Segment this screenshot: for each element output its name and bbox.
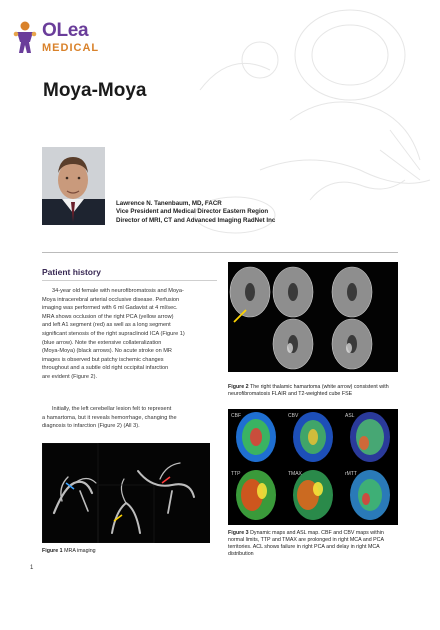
text-line: a hamartoma, but it reveals hemorrhage, changing the — [42, 414, 177, 421]
text-line: (blue arrow). Note the extensive collateralization — [42, 339, 162, 346]
text-line: 34-year old female with neurofibromatosis and Moya- — [52, 288, 184, 294]
map-label: TMAX — [288, 471, 302, 477]
author-photo — [42, 147, 105, 225]
olea-medical-logo — [12, 18, 122, 58]
patient-history-paragraph-2 — [42, 405, 220, 431]
author-role: Vice President and Medical Director Eastern Region — [116, 208, 269, 216]
figure-3-text-line: Dynamic maps and ASL map. CBF and CBV maps within — [250, 530, 384, 536]
figure-3-text-line: territories. ACL shows failure in right PCA and delay in right MCA — [228, 544, 380, 550]
figure-1-caption — [42, 548, 96, 555]
patient-history-paragraph-1 — [42, 287, 220, 382]
logo-name: OLea — [42, 20, 89, 41]
figure-2-text-line: The right thalamic hamartoma (white arrow) consistent with — [250, 384, 389, 390]
map-label: rMTT — [345, 471, 357, 477]
figure-3-perfusion-maps — [228, 409, 398, 525]
text-line: significant stenosis of the right supraclinoid ICA (Figure 1) — [42, 330, 185, 337]
text-line: Moya intracerebral arterial occlusive disease. Perfusion — [42, 296, 180, 303]
section-divider — [42, 252, 398, 253]
author-organization: Director of MRI, CT and Advanced Imaging RadNet Inc — [116, 216, 276, 224]
figure-2-label: Figure 2 — [228, 384, 249, 390]
figure-3-text-line: normal limits, TTP and TMAX are prolonged in right MCA and PCA — [228, 537, 385, 543]
map-label: CBV — [288, 413, 299, 419]
article-title: Moya-Moya — [43, 80, 147, 101]
text-line: are evident (Figure 2). — [42, 373, 98, 380]
page-number: 1 — [30, 565, 34, 571]
brain-figure-icon — [12, 20, 38, 54]
map-label: TTP — [231, 471, 241, 477]
section-heading: Patient history — [42, 267, 102, 277]
figure-2-text-line: neurofibromatosis FLAIR and T2-weighted cube FSE — [228, 391, 353, 397]
figure-1-label: Figure 1 — [42, 548, 63, 554]
text-line: MRA shows occlusion of the right PCA (yellow arrow) — [42, 313, 174, 320]
figure-1-mra-image — [42, 443, 210, 543]
section-heading-underline — [42, 280, 217, 281]
text-line: and left A1 segment (red) as well as a long segment — [42, 322, 171, 329]
figure-1-text: MRA imaging — [64, 548, 96, 554]
text-line: imaging was performed with 6 ml Gadavist at 4 ml/sec. — [42, 305, 178, 312]
figure-2-mri-image — [228, 262, 398, 372]
figure-2-caption — [228, 384, 400, 398]
figure-3-label: Figure 3 — [228, 530, 249, 536]
logo-subtitle: MEDICAL — [42, 42, 100, 54]
text-line: diagnosis to infarction (Figure 2) (All 3). — [42, 423, 140, 430]
text-line: (Moya-Moya) (black arrows). No acute stroke on MR — [42, 348, 172, 355]
text-line: images is observed but patchy ischemic changes — [42, 356, 164, 363]
text-line: Initially, the left cerebellar lesion felt to represent — [52, 406, 172, 412]
text-line: throughout and a subtle old right occipital infarction — [42, 365, 169, 372]
map-label: CBF — [231, 413, 241, 419]
figure-3-text-line: distribution — [228, 551, 254, 557]
figure-3-caption — [228, 530, 400, 558]
map-label: ASL — [345, 413, 355, 419]
author-name: Lawrence N. Tanenbaum, MD, FACR — [116, 200, 222, 207]
author-block — [116, 200, 275, 225]
